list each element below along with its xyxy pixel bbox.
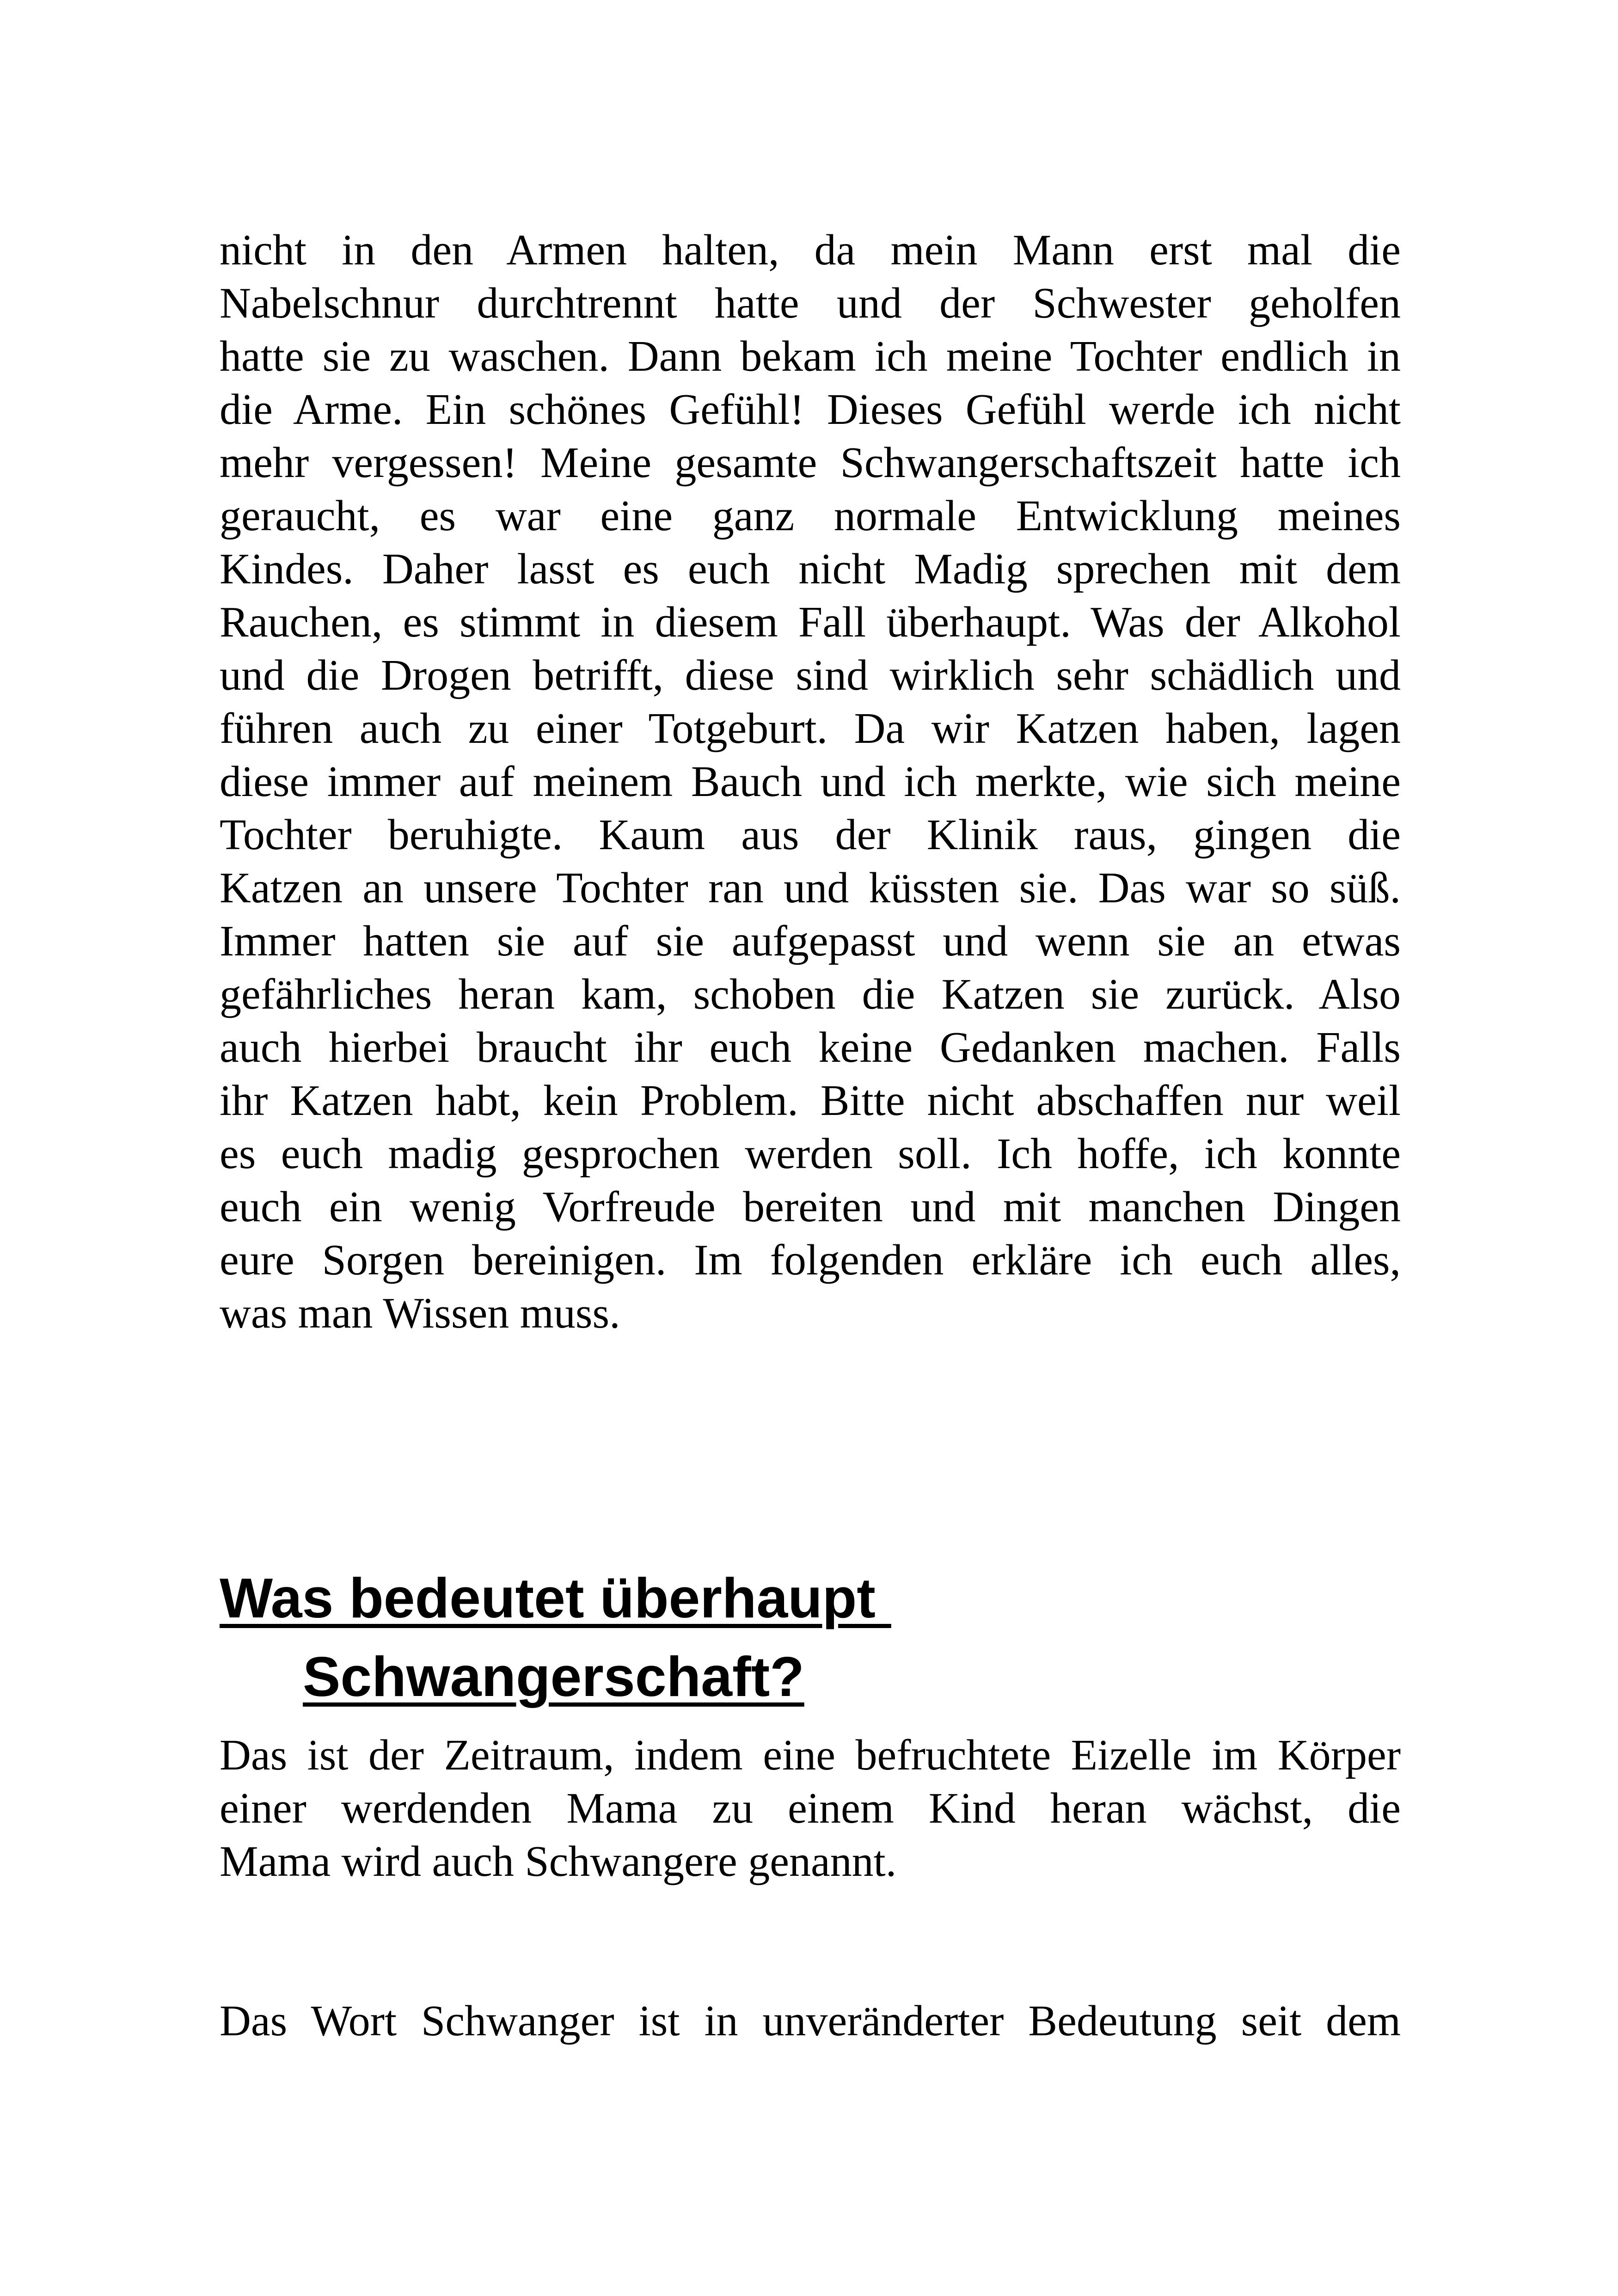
text-line: Tochter beruhigte. Kaum aus der Klinik raus, gingen die (220, 811, 1401, 859)
text-line: eure Sorgen bereinigen. Im folgenden erkläre ich euch alles, (220, 1236, 1401, 1284)
text-line: Rauchen, es stimmt in diesem Fall überhaupt. Was der Alkohol (220, 598, 1401, 646)
text-line: Mama wird auch Schwangere genannt. (220, 1837, 897, 1886)
text-line: Katzen an unsere Tochter ran und küssten sie. Das war so süß. (220, 864, 1401, 912)
text-line: Nabelschnur durchtrennt hatte und der Schwester geholfen (220, 279, 1401, 327)
text-line: einer werdenden Mama zu einem Kind heran wächst, die (220, 1784, 1401, 1832)
text-line: es euch madig gesprochen werden soll. Ich hoffe, ich konnte (220, 1130, 1401, 1178)
text-line: Immer hatten sie auf sie aufgepasst und wenn sie an etwas (220, 917, 1401, 965)
text-line: nicht in den Armen halten, da mein Mann erst mal die (220, 226, 1401, 274)
body-paragraph-1 (220, 224, 1401, 1340)
heading-line-1 (220, 1559, 1422, 1637)
text-line: hatte sie zu waschen. Dann bekam ich meine Tochter endlich in (220, 332, 1401, 380)
text-line: führen auch zu einer Totgeburt. Da wir Katzen haben, lagen (220, 704, 1401, 753)
text-line: gefährliches heran kam, schoben die Katzen sie zurück. Also (220, 970, 1401, 1018)
text-line: die Arme. Ein schönes Gefühl! Dieses Gefühl werde ich nicht (220, 386, 1401, 434)
text-line: diese immer auf meinem Bauch und ich merkte, wie sich meine (220, 758, 1401, 806)
body-paragraph-3 (220, 1995, 1401, 2048)
heading-line-1-text: Was bedeutet überhaupt (220, 1567, 891, 1629)
text-line: auch hierbei braucht ihr euch keine Gedanken machen. Falls (220, 1023, 1401, 1071)
heading-line-2-text: Schwangerschaft? (303, 1645, 804, 1708)
text-line: Das Wort Schwanger ist in unveränderter Bedeutung seit dem (220, 1997, 1401, 2045)
body-paragraph-2 (220, 1729, 1401, 1888)
text-line: geraucht, es war eine ganz normale Entwicklung meines (220, 492, 1401, 540)
text-line: und die Drogen betrifft, diese sind wirklich sehr schädlich und (220, 651, 1401, 699)
text-line: mehr vergessen! Meine gesamte Schwangerschaftszeit hatte ich (220, 439, 1401, 487)
section-heading (220, 1559, 1422, 1716)
text-line: euch ein wenig Vorfreude bereiten und mit manchen Dingen (220, 1183, 1401, 1231)
heading-line-2 (220, 1637, 1422, 1716)
text-line: Kindes. Daher lasst es euch nicht Madig sprechen mit dem (220, 545, 1401, 593)
text-line: was man Wissen muss. (220, 1289, 620, 1337)
text-line: ihr Katzen habt, kein Problem. Bitte nicht abschaffen nur weil (220, 1077, 1401, 1125)
text-line: Das ist der Zeitraum, indem eine befruchtete Eizelle im Körper (220, 1731, 1401, 1779)
